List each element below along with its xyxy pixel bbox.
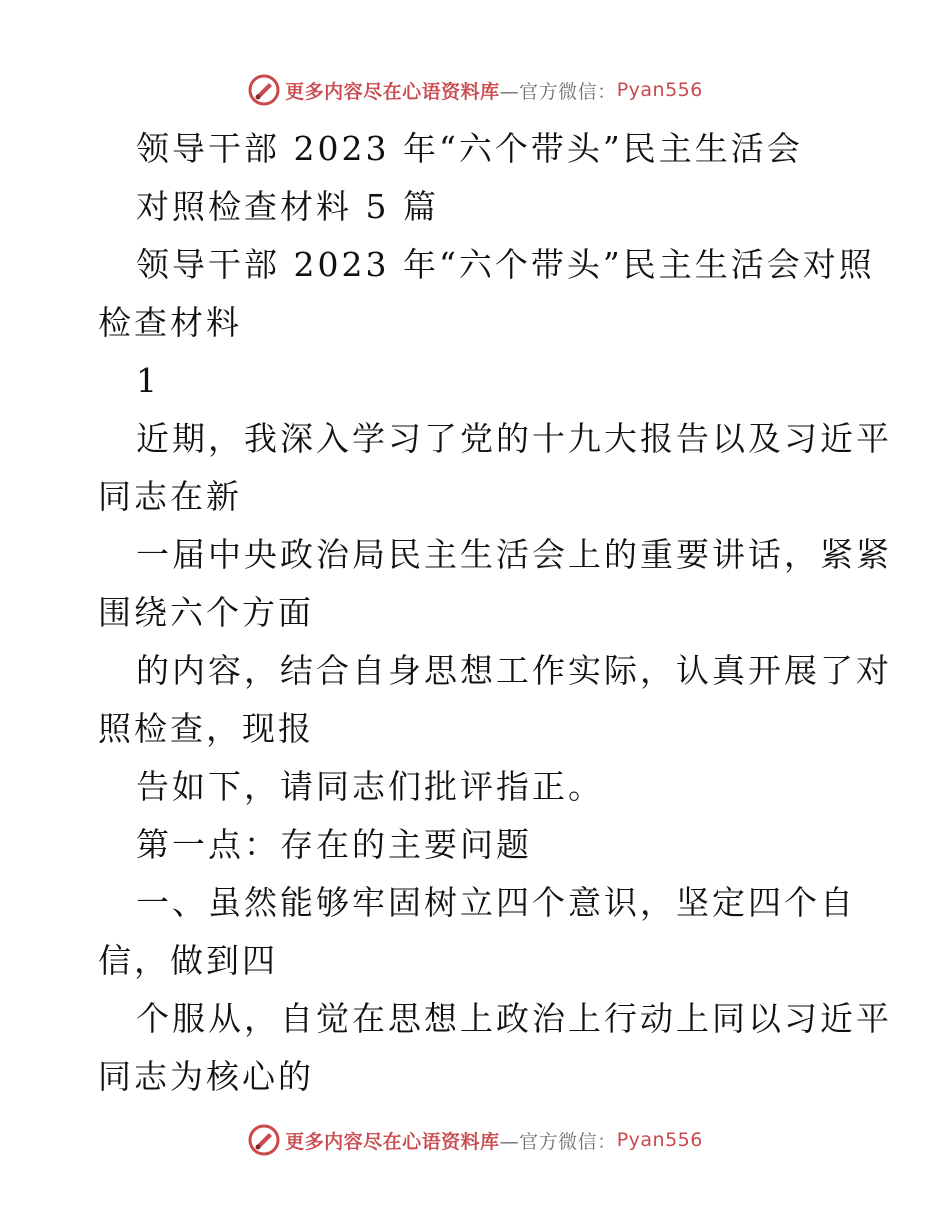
text-line: 一、虽然能够牢固树立四个意识，坚定四个自 bbox=[136, 883, 856, 922]
text-line: 个服从，自觉在思想上政治上行动上同以习近平 bbox=[136, 999, 892, 1038]
text-line: 同志为核心的 bbox=[98, 1057, 314, 1096]
watermark-banner-top bbox=[0, 72, 950, 108]
text-line: 领导干部 2023 年“六个带头”民主生活会 bbox=[136, 129, 803, 168]
banner-dash-text: —官方微信： bbox=[499, 80, 617, 103]
text-line: 第一点：存在的主要问题 bbox=[136, 825, 532, 864]
banner-wechat-id: Pyan556 bbox=[616, 79, 703, 101]
text-line: 的内容，结合自身思想工作实际，认真开展了对 bbox=[136, 651, 892, 690]
watermark-banner-bottom bbox=[0, 1122, 950, 1158]
text-line: 1 bbox=[136, 361, 160, 400]
brand-logo-icon bbox=[247, 73, 281, 107]
text-line: 围绕六个方面 bbox=[98, 593, 314, 632]
text-line: 信，做到四 bbox=[98, 941, 278, 980]
text-line: 一届中央政治局民主生活会上的重要讲话，紧紧 bbox=[136, 535, 892, 574]
text-line: 近期，我深入学习了党的十九大报告以及习近平 bbox=[136, 419, 892, 458]
banner-dash-text: —官方微信： bbox=[499, 1130, 617, 1153]
banner-main-text: 更多内容尽在心语资料库 bbox=[285, 80, 500, 103]
document-body bbox=[98, 120, 892, 1106]
text-line: 照检查，现报 bbox=[98, 709, 314, 748]
text-line: 对照检查材料 5 篇 bbox=[136, 187, 439, 226]
banner-wechat-id: Pyan556 bbox=[616, 1129, 703, 1151]
text-line: 领导干部 2023 年“六个带头”民主生活会对照 bbox=[136, 245, 875, 284]
text-line: 告如下，请同志们批评指正。 bbox=[136, 767, 604, 806]
text-line: 检查材料 bbox=[98, 303, 242, 342]
brand-logo-icon bbox=[247, 1123, 281, 1157]
text-line: 同志在新 bbox=[98, 477, 242, 516]
banner-main-text: 更多内容尽在心语资料库 bbox=[285, 1130, 500, 1153]
